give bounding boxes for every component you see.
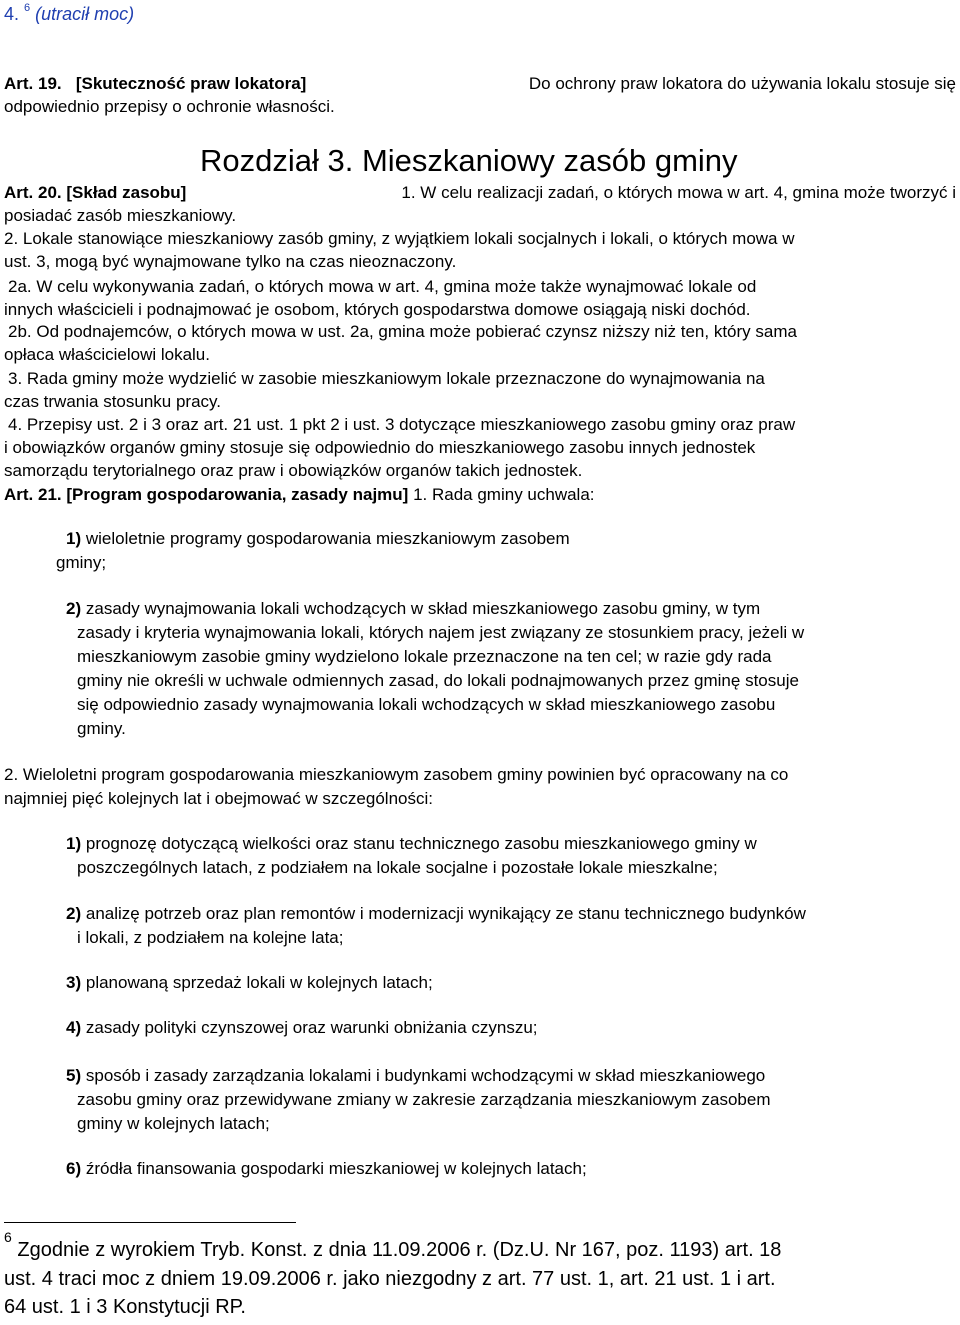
- art20-p2-line2: ust. 3, mogą być wynajmowane tylko na czas nieoznaczony.: [4, 252, 457, 271]
- art21-item2-2-line2: i lokali, z podziałem na kolejne lata;: [77, 928, 344, 947]
- list-item-text: źródła finansowania gospodarki mieszkaniowej w kolejnych latach;: [85, 1159, 587, 1178]
- art20-p2b-line2: opłaca właścicielowi lokalu.: [4, 345, 210, 364]
- list-item-text: zasady wynajmowania lokali wchodzących w skład mieszkaniowego zasobu gminy, w tym: [85, 599, 761, 618]
- art21-item2-5-line2: zasobu gminy oraz przewidywane zmiany w zakresie zarządzania mieszkaniowym zasobem: [77, 1090, 771, 1109]
- art20-p1-text: 1. W celu realizacji zadań, o których mowa w art. 4, gmina może tworzyć i: [401, 183, 956, 202]
- footnote-line1: [4, 1229, 782, 1262]
- list-item-text: wieloletnie programy gospodarowania mieszkaniowym zasobem: [85, 529, 570, 548]
- art21-item2-6-line1: [66, 1157, 587, 1180]
- footnote-line2: ust. 4 traci moc z dniem 19.09.2006 r. jako niezgodny z art. 77 ust. 1, art. 21 ust. 1 i art.: [4, 1268, 776, 1290]
- art20-p2a-line2: innych właścicieli i podnajmować je osobom, których gospodarstwa domowe osiągają niski dochód.: [4, 300, 751, 319]
- art21-heading-line: [4, 483, 595, 506]
- art21-title: [Program gospodarowania, zasady najmu]: [66, 485, 409, 504]
- list-number: 2): [66, 599, 82, 618]
- list-number: 4): [66, 1018, 82, 1037]
- list-number: 2): [66, 904, 82, 923]
- item-number: 4.: [4, 4, 20, 24]
- list-item-text: prognozę dotyczącą wielkości oraz stanu technicznego zasobu mieszkaniowego gminy w: [85, 834, 757, 853]
- list-number: 5): [66, 1066, 82, 1085]
- art19-text: Do ochrony praw lokatora do używania lokalu stosuje się: [528, 74, 956, 93]
- art20-label: Art. 20.: [4, 183, 62, 202]
- art21-item1-2-line5: się odpowiednio zasady wynajmowania lokali wchodzących w skład mieszkaniowego zasobu: [77, 695, 776, 714]
- art21-item2-4-line1: [66, 1016, 538, 1039]
- art20-p2b-line1: 2b. Od podnajemców, o których mowa w ust. 2a, gmina może pobierać czynsz niższy niż ten, który sama: [8, 322, 797, 341]
- art21-item2-1-line1: [66, 832, 757, 855]
- art21-p2-line1: 2. Wieloletni program gospodarowania mieszkaniowym zasobem gminy powinien być opracowany na co: [4, 765, 789, 784]
- art21-item1-1-line1: [66, 527, 570, 550]
- art21-p2-line2: najmniej pięć kolejnych lat i obejmować w szczególności:: [4, 789, 433, 808]
- art21-item2-1-line2: poszczególnych latach, z podziałem na lokale socjalne i pozostałe lokale mieszkalne;: [77, 858, 718, 877]
- list-item-text: sposób i zasady zarządzania lokalami i budynkami wchodzącymi w skład mieszkaniowego: [85, 1066, 766, 1085]
- art20-p4-line3: samorządu terytorialnego oraz praw i obowiązków organów takich jednostek.: [4, 461, 583, 480]
- repealed-note: (utracił moc): [35, 4, 135, 24]
- art21-item1-1-line2: gminy;: [56, 553, 107, 572]
- art20-p2a-line1: 2a. W celu wykonywania zadań, o których mowa w art. 4, gmina może także wynajmować lokale od: [8, 277, 757, 296]
- art19-title: [Skuteczność praw lokatora]: [75, 74, 307, 93]
- list-item-text: zasady polityki czynszowej oraz warunki obniżania czynszu;: [85, 1018, 538, 1037]
- art20-line1: [4, 181, 956, 204]
- art21-item1-2-line1: [66, 597, 760, 620]
- footnote-number: 6: [4, 1229, 12, 1246]
- art19-line1: [4, 72, 956, 95]
- art21-label: Art. 21.: [4, 485, 62, 504]
- footnote-separator: [4, 1222, 296, 1223]
- list-number: 1): [66, 834, 82, 853]
- art20-p1-line2: posiadać zasób mieszkaniowy.: [4, 206, 237, 225]
- art20-p4-line2: i obowiązków organów gminy stosuje się odpowiednio do mieszkaniowego zasobu innych jednostek: [4, 438, 756, 457]
- list-item-text: planowaną sprzedaż lokali w kolejnych latach;: [85, 973, 433, 992]
- art21-item2-2-line1: [66, 902, 806, 925]
- art21-item2-3-line1: [66, 971, 433, 994]
- art21-item1-2-line2: zasady i kryteria wynajmowania lokali, których najem jest związany ze stosunkiem pracy, jeżeli w: [77, 623, 805, 642]
- list-number: 6): [66, 1159, 82, 1178]
- repealed-item: [4, 2, 134, 27]
- list-number: 3): [66, 973, 82, 992]
- art20-p4-line1: 4. Przepisy ust. 2 i 3 oraz art. 21 ust. 1 pkt 2 i ust. 3 dotyczące mieszkaniowego zasobu gminy oraz praw: [8, 415, 796, 434]
- art20-p3-line2: czas trwania stosunku pracy.: [4, 392, 221, 411]
- art21-intro: 1. Rada gminy uchwala:: [413, 485, 595, 504]
- footnote-ref[interactable]: 6: [24, 2, 31, 14]
- art21-item2-5-line3: gminy w kolejnych latach;: [77, 1114, 270, 1133]
- art21-item1-2-line4: gminy nie określi w uchwale odmiennych zasad, do lokali podnajmowanych przez gminę stosuje: [77, 671, 799, 690]
- art21-item2-5-line1: [66, 1064, 765, 1087]
- list-number: 1): [66, 529, 82, 548]
- footnote-line3: 64 ust. 1 i 3 Konstytucji RP.: [4, 1296, 246, 1318]
- footnote-text: Zgodnie z wyrokiem Tryb. Konst. z dnia 11.09.2006 r. (Dz.U. Nr 167, poz. 1193) art. 18: [17, 1239, 782, 1261]
- art20-p2-line1: 2. Lokale stanowiące mieszkaniowy zasób gminy, z wyjątkiem lokali socjalnych i lokali, o których mowa w: [4, 229, 795, 248]
- art21-item1-2-line6: gminy.: [77, 719, 126, 738]
- art19-line2: odpowiednio przepisy o ochronie własności.: [4, 97, 335, 116]
- art20-title: [Skład zasobu]: [66, 183, 187, 202]
- chapter-heading: Rozdział 3. Mieszkaniowy zasób gminy: [200, 143, 738, 178]
- art20-p3-line1: 3. Rada gminy może wydzielić w zasobie mieszkaniowym lokale przeznaczone do wynajmowania na: [8, 369, 765, 388]
- list-item-text: analizę potrzeb oraz plan remontów i modernizacji wynikający ze stanu technicznego budynków: [85, 904, 806, 923]
- art19-label: Art. 19.: [4, 74, 62, 93]
- art21-item1-2-line3: mieszkaniowym zasobie gminy wydzielono lokale przeznaczone na ten cel; w razie gdy rada: [77, 647, 772, 666]
